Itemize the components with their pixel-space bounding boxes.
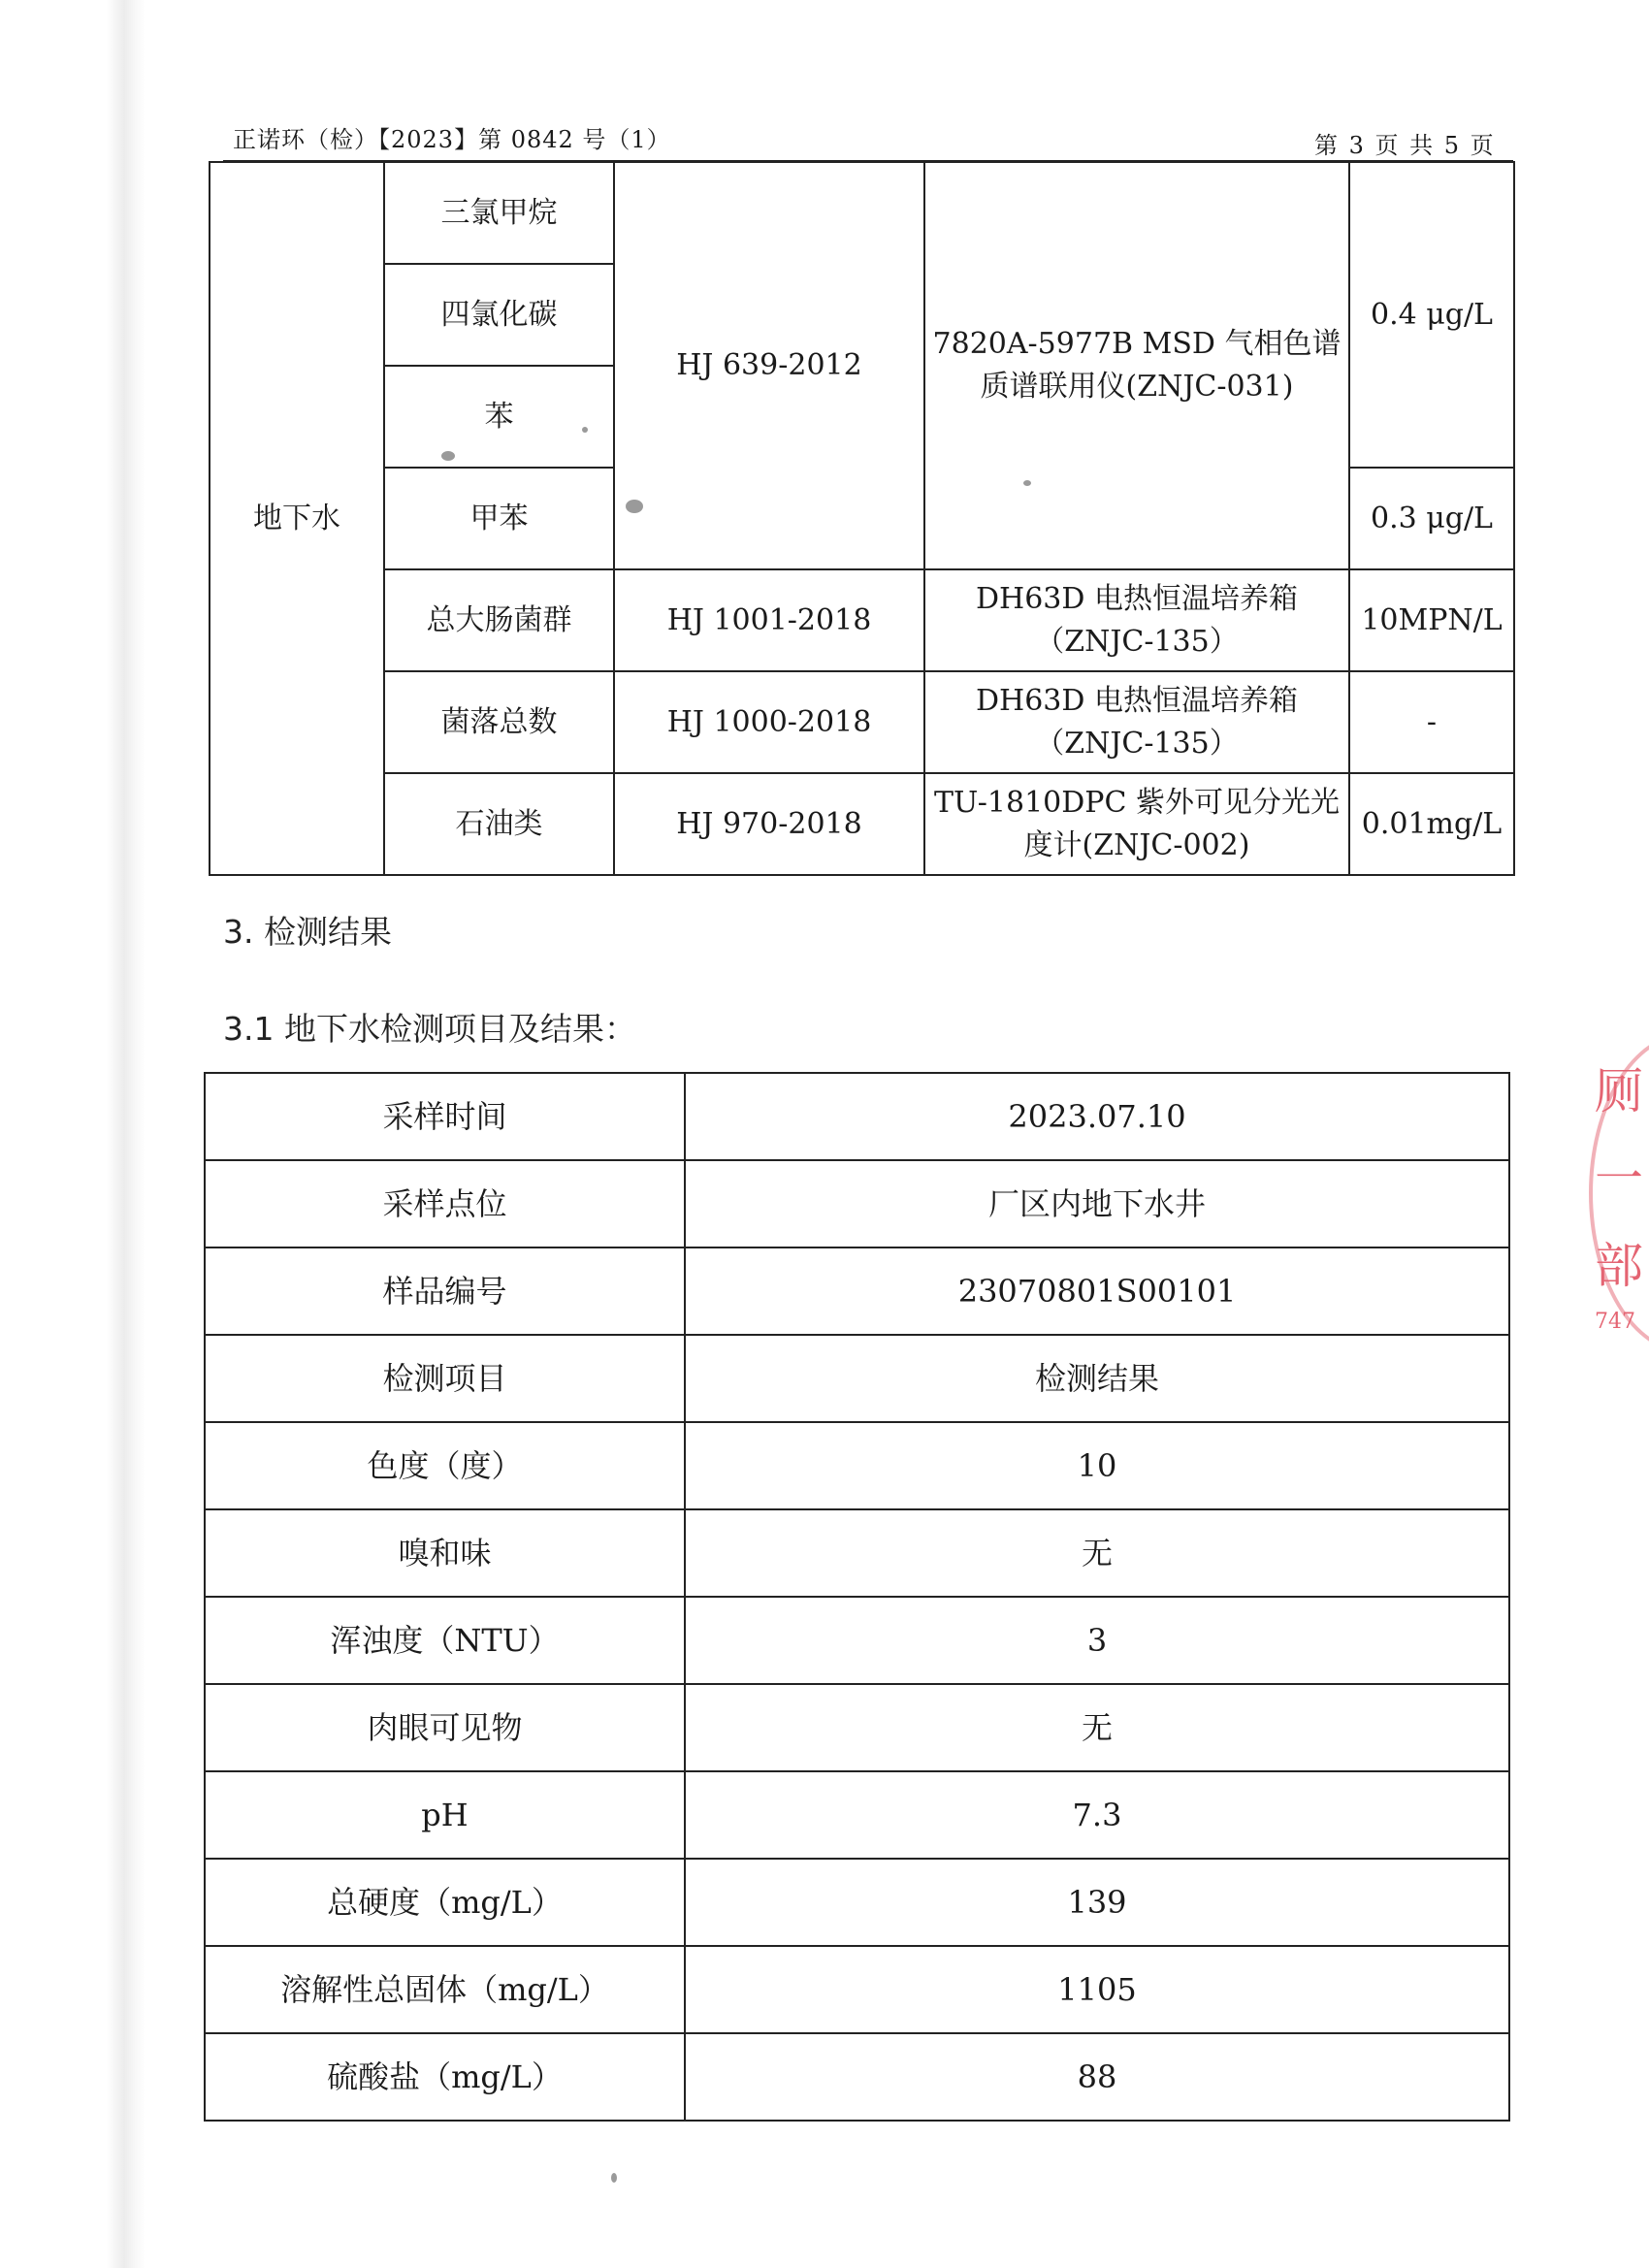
table-row <box>205 1946 1509 2033</box>
label-cell: 总硬度（mg/L） <box>205 1859 685 1946</box>
value-cell: 无 <box>685 1684 1509 1771</box>
limit-cell: 0.3 μg/L <box>1349 468 1514 569</box>
limit-cell: 10MPN/L <box>1349 569 1514 671</box>
table-row <box>205 1859 1509 1946</box>
item-cell: 石油类 <box>384 773 614 875</box>
category-cell: 地下水 <box>210 162 384 875</box>
seal-char: 一 <box>1595 1150 1643 1207</box>
value-cell: 无 <box>685 1509 1509 1597</box>
scan-shadow <box>0 0 146 2268</box>
table-row <box>205 1160 1509 1247</box>
label-cell: 溶解性总固体（mg/L） <box>205 1946 685 2033</box>
scan-speck <box>582 427 588 433</box>
instrument-cell: DH63D 电热恒温培养箱（ZNJC-135） <box>924 569 1349 671</box>
value-cell: 1105 <box>685 1946 1509 2033</box>
value-cell: 10 <box>685 1422 1509 1509</box>
table-row <box>205 1073 1509 1160</box>
seal-char: 厕 <box>1595 1063 1643 1119</box>
label-cell: 色度（度） <box>205 1422 685 1509</box>
item-cell: 总大肠菌群 <box>384 569 614 671</box>
report-number: 正诺环（检）【2023】第 0842 号（1） <box>233 126 671 153</box>
label-cell: 硫酸盐（mg/L） <box>205 2033 685 2121</box>
value-cell: 139 <box>685 1859 1509 1946</box>
standard-cell: HJ 1001-2018 <box>614 569 924 671</box>
standard-cell: HJ 1000-2018 <box>614 671 924 773</box>
item-cell: 苯 <box>384 366 614 468</box>
table-row <box>205 2033 1509 2121</box>
limit-cell: 0.4 μg/L <box>1349 162 1514 468</box>
table-row <box>210 773 1514 875</box>
item-cell: 甲苯 <box>384 468 614 569</box>
seal-char: 部 <box>1595 1238 1643 1294</box>
item-cell: 菌落总数 <box>384 671 614 773</box>
label-cell: 检测项目 <box>205 1335 685 1422</box>
table-row <box>205 1422 1509 1509</box>
label-cell: 采样时间 <box>205 1073 685 1160</box>
label-cell: 浑浊度（NTU） <box>205 1597 685 1684</box>
item-cell: 四氯化碳 <box>384 264 614 366</box>
method-table <box>209 161 1515 876</box>
table-row <box>205 1771 1509 1859</box>
label-cell: 嗅和味 <box>205 1509 685 1597</box>
instrument-cell: TU-1810DPC 紫外可见分光光度计(ZNJC-002) <box>924 773 1349 875</box>
table-row <box>205 1684 1509 1771</box>
value-cell: 2023.07.10 <box>685 1073 1509 1160</box>
seal-stamp <box>1581 1033 1649 1363</box>
instrument-cell: 7820A-5977B MSD 气相色谱质谱联用仪(ZNJC-031) <box>924 162 1349 569</box>
standard-cell: HJ 639-2012 <box>614 162 924 569</box>
value-cell: 88 <box>685 2033 1509 2121</box>
label-cell: pH <box>205 1771 685 1859</box>
section-subheading: 3.1 地下水检测项目及结果： <box>223 1010 636 1048</box>
scan-speck <box>611 2173 617 2183</box>
value-cell: 厂区内地下水井 <box>685 1160 1509 1247</box>
value-cell: 23070801S00101 <box>685 1247 1509 1335</box>
table-row <box>205 1597 1509 1684</box>
table-row <box>210 162 1514 264</box>
table-row <box>205 1247 1509 1335</box>
scan-speck <box>626 500 643 513</box>
section-heading: 3. 检测结果 <box>223 913 392 951</box>
value-cell: 7.3 <box>685 1771 1509 1859</box>
standard-cell: HJ 970-2018 <box>614 773 924 875</box>
table-row <box>205 1509 1509 1597</box>
instrument-cell: DH63D 电热恒温培养箱（ZNJC-135） <box>924 671 1349 773</box>
item-cell: 三氯甲烷 <box>384 162 614 264</box>
scan-speck <box>441 451 455 461</box>
result-table <box>204 1072 1510 2122</box>
seal-char: 747 <box>1595 1310 1635 1334</box>
label-cell: 肉眼可见物 <box>205 1684 685 1771</box>
table-row <box>210 569 1514 671</box>
value-cell: 3 <box>685 1597 1509 1684</box>
page-info: 第 3 页 共 5 页 <box>1314 132 1496 159</box>
scan-speck <box>1023 480 1031 486</box>
value-cell: 检测结果 <box>685 1335 1509 1422</box>
label-cell: 采样点位 <box>205 1160 685 1247</box>
limit-cell: - <box>1349 671 1514 773</box>
label-cell: 样品编号 <box>205 1247 685 1335</box>
table-row <box>205 1335 1509 1422</box>
table-row <box>210 671 1514 773</box>
limit-cell: 0.01mg/L <box>1349 773 1514 875</box>
